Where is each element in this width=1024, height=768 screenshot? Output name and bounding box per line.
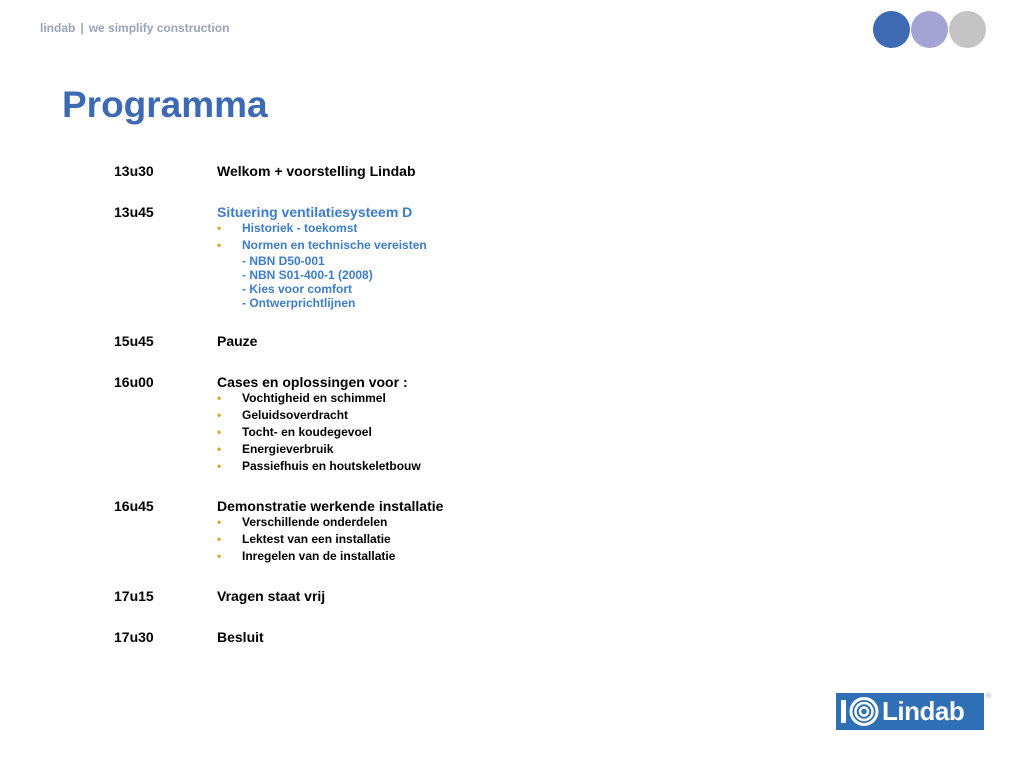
sub-item: - Ontwerprichtlijnen bbox=[242, 296, 356, 310]
list-item bbox=[217, 531, 714, 548]
header-separator: | bbox=[80, 21, 84, 35]
circle-lavender bbox=[911, 11, 948, 48]
agenda-heading: Situering ventilatiesysteem D bbox=[217, 204, 413, 220]
bullet-icon: • bbox=[217, 442, 222, 456]
sub-item: - NBN D50-001 bbox=[242, 254, 325, 268]
header-slogan: we simplify construction bbox=[88, 21, 230, 35]
bullet-icon: • bbox=[217, 532, 222, 546]
logo-wordmark: Lindab bbox=[882, 696, 965, 726]
bullet-icon: • bbox=[217, 459, 222, 473]
agenda-time: 16u00 bbox=[114, 374, 154, 390]
list-item bbox=[217, 220, 714, 237]
lindab-ring-icon bbox=[836, 693, 880, 730]
agenda-description bbox=[217, 202, 714, 310]
list-item-text: Verschillende onderdelen bbox=[242, 515, 388, 529]
list-item-text: Vochtigheid en schimmel bbox=[242, 391, 386, 405]
agenda-entry bbox=[114, 331, 714, 351]
agenda-heading: Cases en oplossingen voor : bbox=[217, 374, 408, 390]
list-item bbox=[217, 458, 714, 475]
bullet-icon: • bbox=[217, 391, 222, 405]
agenda-heading: Besluit bbox=[217, 629, 264, 645]
list-item bbox=[217, 424, 714, 441]
agenda-time: 17u15 bbox=[114, 588, 154, 604]
list-item bbox=[217, 548, 714, 565]
circle-grey bbox=[949, 11, 986, 48]
list-item-text: Geluidsoverdracht bbox=[242, 408, 349, 422]
list-item bbox=[217, 390, 714, 407]
registered-mark: ® bbox=[986, 693, 992, 700]
bullet-icon: • bbox=[217, 515, 222, 529]
agenda-description bbox=[217, 627, 714, 647]
agenda-description bbox=[217, 161, 714, 181]
slide-title: Programma bbox=[62, 84, 268, 125]
agenda-time: 17u30 bbox=[114, 629, 154, 645]
bullet-icon: • bbox=[217, 425, 222, 439]
list-item-text: Passiefhuis en houtskeletbouw bbox=[242, 459, 421, 473]
agenda-heading: Vragen staat vrij bbox=[217, 588, 326, 604]
list-item-text: Energieverbruik bbox=[242, 442, 334, 456]
bullet-icon: • bbox=[217, 408, 222, 422]
list-item bbox=[217, 237, 714, 310]
list-item-text: Tocht- en koudegevoel bbox=[242, 425, 372, 439]
agenda-entry bbox=[114, 202, 714, 310]
agenda-description bbox=[217, 496, 714, 565]
agenda-description bbox=[217, 372, 714, 475]
list-item-text: Historiek - toekomst bbox=[242, 221, 358, 235]
bullet-icon: • bbox=[217, 221, 222, 235]
header-tagline bbox=[40, 21, 229, 35]
agenda-heading: Welkom + voorstelling Lindab bbox=[217, 163, 416, 179]
agenda-time: 16u45 bbox=[114, 498, 154, 514]
agenda-heading: Pauze bbox=[217, 333, 258, 349]
agenda-entry bbox=[114, 586, 714, 606]
agenda-items bbox=[217, 390, 714, 475]
agenda-entry bbox=[114, 161, 714, 181]
agenda-time: 15u45 bbox=[114, 333, 154, 349]
sub-item: - Kies voor comfort bbox=[242, 282, 353, 296]
list-item-text: Lektest van een installatie bbox=[242, 532, 391, 546]
agenda-description bbox=[217, 331, 714, 351]
list-item bbox=[217, 407, 714, 424]
lindab-logo bbox=[836, 693, 984, 730]
header-brand: lindab bbox=[40, 21, 76, 35]
list-item-text: Inregelen van de installatie bbox=[242, 549, 396, 563]
agenda-time: 13u45 bbox=[114, 204, 154, 220]
list-item bbox=[217, 514, 714, 531]
agenda-items bbox=[217, 514, 714, 565]
circle-dark-blue bbox=[873, 11, 910, 48]
agenda-description bbox=[217, 586, 714, 606]
agenda-entry bbox=[114, 627, 714, 647]
sub-item: - NBN S01-400-1 (2008) bbox=[242, 268, 373, 282]
agenda-time: 13u30 bbox=[114, 163, 154, 179]
agenda-entry bbox=[114, 372, 714, 475]
agenda-items bbox=[217, 220, 714, 310]
list-item-text: Normen en technische vereisten bbox=[242, 238, 427, 252]
agenda-entry bbox=[114, 496, 714, 565]
agenda-list bbox=[114, 161, 714, 668]
agenda-heading: Demonstratie werkende installatie bbox=[217, 498, 444, 514]
decorative-circles bbox=[873, 11, 986, 48]
bullet-icon: • bbox=[217, 549, 222, 563]
list-item bbox=[217, 441, 714, 458]
bullet-icon: • bbox=[217, 238, 222, 252]
